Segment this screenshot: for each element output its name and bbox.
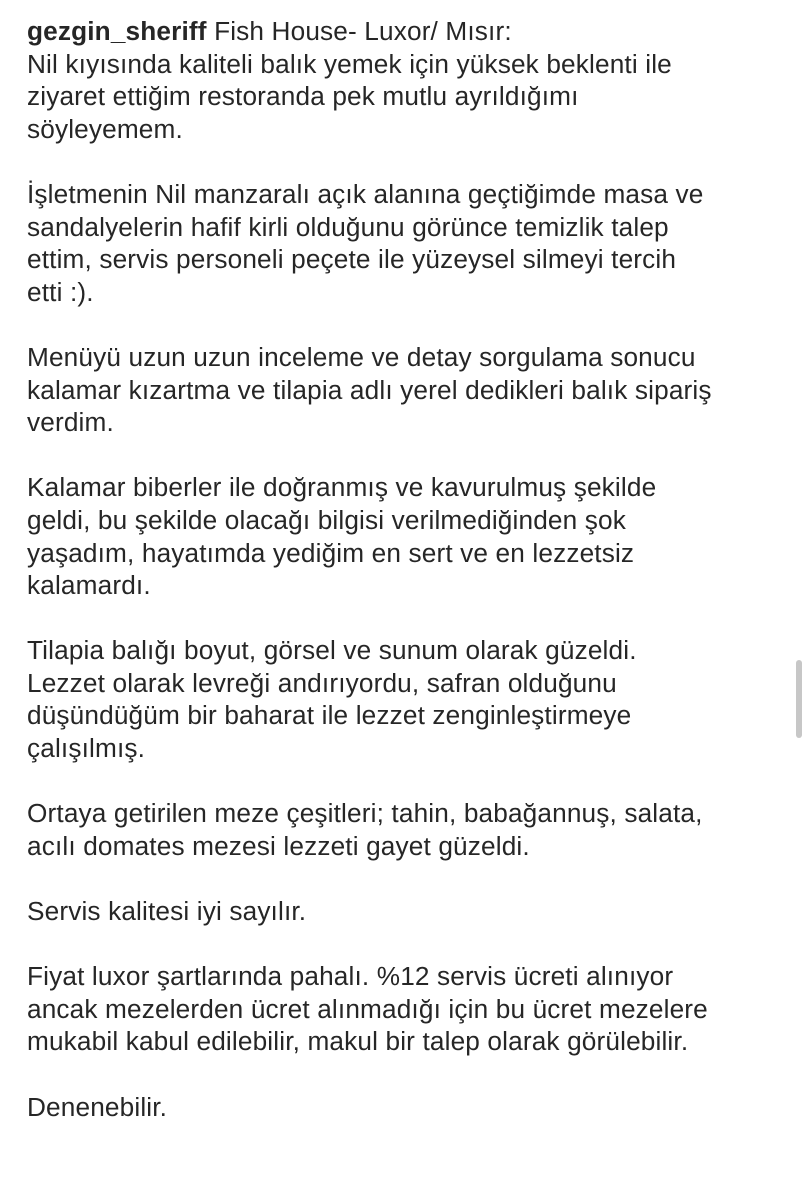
caption-paragraph: İşletmenin Nil manzaralı açık alanına geçtiğimde masa ve sandalyelerin hafif kirli olduğunu görünce temizlik talep ettim, servis personeli peçete ile yüzeysel silmeyi tercih etti :). xyxy=(27,178,704,307)
caption-paragraph: Denenebilir. xyxy=(27,1091,168,1122)
post-caption xyxy=(27,15,792,1156)
caption-paragraph: Menüyü uzun uzun inceleme ve detay sorgulama sonucu kalamar kızartma ve tilapia adlı yerel dedikleri balık sipariş verdim. xyxy=(27,341,712,438)
scrollbar-thumb[interactable] xyxy=(796,660,802,738)
caption-paragraph: Tilapia balığı boyut, görsel ve sunum olarak güzeldi. Lezzet olarak levreği andırıyordu, safran olduğunu düşündüğüm bir baharat ile lezzet zenginleştirmeye çalışılmış. xyxy=(27,635,637,764)
caption-paragraph: Kalamar biberler ile doğranmış ve kavurulmuş şekilde geldi, bu şekilde olacağı bilgisi verilmediğinden şok yaşadım, hayatımda yediğim en sert ve en lezzetsiz kalamardı. xyxy=(27,472,657,601)
caption-first-paragraph xyxy=(27,15,792,145)
caption-paragraph: Fiyat luxor şartlarında pahalı. %12 servis ücreti alınıyor ancak mezelerden ücret alınmadığı için bu ücret mezelere mukabil kabul edilebilir, makul bir talep olarak görülebilir. xyxy=(27,961,708,1057)
caption-intro: Nil kıyısında kaliteli balık yemek için yüksek beklenti ile ziyaret ettiğim restoranda pek mutlu ayrıldığımı söyleyemem. xyxy=(27,48,672,144)
caption-paragraph: Servis kalitesi iyi sayılır. xyxy=(27,896,307,927)
username-link[interactable]: gezgin_sheriff xyxy=(27,16,207,46)
caption-paragraph: Ortaya getirilen meze çeşitleri; tahin, babağannuş, salata, acılı domates mezesi lezzeti gayet güzeldi. xyxy=(27,798,703,861)
post-title: Fish House- Luxor/ Mısır: xyxy=(214,16,512,46)
